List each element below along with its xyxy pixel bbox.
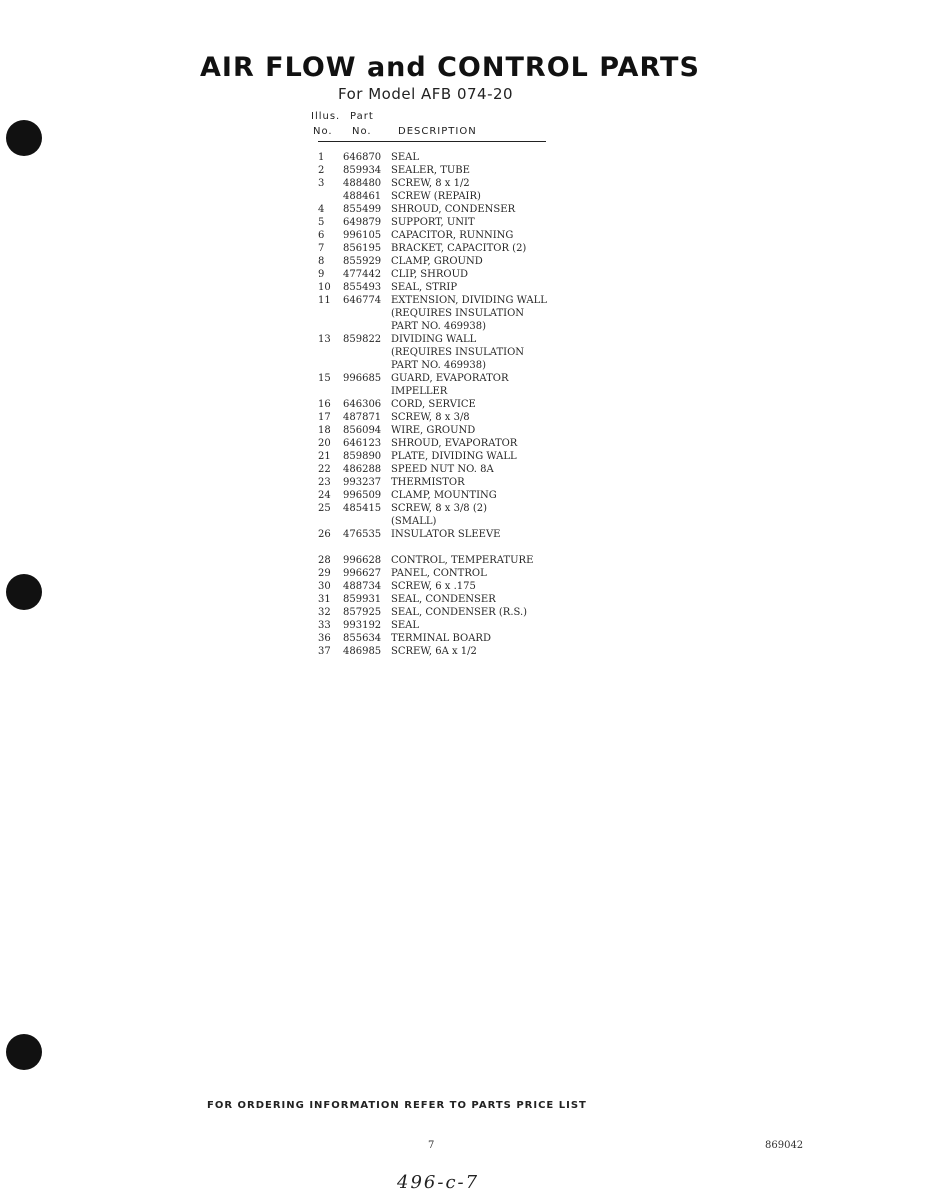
illus-number: 6 [318,230,325,241]
part-row [310,593,570,606]
part-number: 855634 [343,633,382,644]
illus-number: 3 [318,178,325,189]
part-description: INSULATOR SLEEVE [391,529,501,540]
part-row [310,333,570,372]
part-description: SCREW, 6 x .175 [391,581,476,592]
part-number: 996105 [343,230,382,241]
part-row [310,268,570,281]
part-number: 486288 [343,464,382,475]
part-number: 856195 [343,243,382,254]
part-number: 855499 [343,204,382,215]
part-number: 996509 [343,490,382,501]
illus-number: 15 [318,373,331,384]
part-number: 646306 [343,399,382,410]
part-row [310,411,570,424]
part-description: SHROUD, EVAPORATOR [391,438,518,449]
illus-number: 5 [318,217,325,228]
part-row [310,164,570,177]
illus-number: 18 [318,425,331,436]
part-row [310,424,570,437]
part-row [310,450,570,463]
part-number: 993192 [343,620,382,631]
part-description: WIRE, GROUND [391,425,476,436]
part-number: 996685 [343,373,382,384]
illus-number: 31 [318,594,331,605]
part-number: 856094 [343,425,382,436]
part-number: 485415 [343,503,382,514]
part-description: TERMINAL BOARD [391,633,491,644]
part-description: SCREW, 8 x 3/8 (2) (SMALL) [391,503,488,527]
part-number: 857925 [343,607,382,618]
header-part-no-label: No. [352,126,372,137]
part-number: 996628 [343,555,382,566]
part-number: 859934 [343,165,382,176]
part-row [310,294,570,333]
illus-number: 20 [318,438,331,449]
part-description: PANEL, CONTROL [391,568,487,579]
part-number: 996627 [343,568,382,579]
illus-number: 37 [318,646,331,657]
illus-number: 22 [318,464,331,475]
part-description: SCREW, 8 x 3/8 [391,412,470,423]
part-description: SPEED NUT NO. 8A [391,464,494,475]
punch-hole-bottom [6,1034,42,1070]
illus-number: 30 [318,581,331,592]
illus-number: 33 [318,620,331,631]
part-description: PLATE, DIVIDING WALL [391,451,517,462]
header-divider [318,141,546,142]
part-number: 486985 [343,646,382,657]
part-description: CONTROL, TEMPERATURE [391,555,534,566]
illus-number: 24 [318,490,331,501]
illus-number: 25 [318,503,331,514]
part-description: SCREW, 8 x 1/2 [391,178,470,189]
part-number: 859890 [343,451,382,462]
punch-hole-middle [6,574,42,610]
part-description: BRACKET, CAPACITOR (2) [391,243,527,254]
part-row [310,281,570,294]
illus-number: 23 [318,477,331,488]
part-row [310,580,570,593]
part-row [310,372,570,398]
part-description: CLIP, SHROUD [391,269,469,280]
illus-number: 7 [318,243,325,254]
part-row [310,528,570,541]
illus-number: 10 [318,282,331,293]
illus-number: 29 [318,568,331,579]
part-row [310,632,570,645]
part-description: SEAL [391,152,420,163]
illus-number: 4 [318,204,325,215]
illus-number: 32 [318,607,331,618]
part-description: CAPACITOR, RUNNING [391,230,514,241]
punch-hole-top [6,120,42,156]
parts-list [310,151,570,658]
part-row [310,476,570,489]
part-number: 488480 [343,178,382,189]
illus-number: 26 [318,529,331,540]
part-number: 993237 [343,477,382,488]
model-subtitle: For Model AFB 074-20 [338,85,514,103]
part-description: SCREW, 6A x 1/2 [391,646,477,657]
part-row [310,190,570,203]
part-description: CLAMP, GROUND [391,256,483,267]
ordering-info-footer: FOR ORDERING INFORMATION REFER TO PARTS PRICE LIST [207,1100,587,1111]
part-description: SUPPORT, UNIT [391,217,475,228]
part-number: 855493 [343,282,382,293]
part-number: 646774 [343,295,382,306]
part-description: THERMISTOR [391,477,465,488]
part-row [310,177,570,190]
header-part-label: Part [350,111,374,122]
illus-number: 13 [318,334,331,345]
illus-number: 28 [318,555,331,566]
part-description: SHROUD, CONDENSER [391,204,516,215]
part-number: 646870 [343,152,382,163]
part-row [310,567,570,580]
part-description: SEAL [391,620,420,631]
page-title: AIR FLOW and CONTROL PARTS [200,52,700,83]
part-description: SEAL, STRIP [391,282,458,293]
part-number: 487871 [343,412,382,423]
illus-number: 21 [318,451,331,462]
illus-number: 8 [318,256,325,267]
document-number: 869042 [765,1140,804,1151]
part-number: 646123 [343,438,382,449]
illus-number: 9 [318,269,325,280]
page-number: 7 [428,1140,435,1151]
part-number: 649879 [343,217,382,228]
part-row [310,242,570,255]
part-number: 477442 [343,269,382,280]
part-row [310,645,570,658]
part-description: SEAL, CONDENSER (R.S.) [391,607,528,618]
part-row [310,619,570,632]
part-row [310,463,570,476]
illus-number: 1 [318,152,325,163]
part-row [310,255,570,268]
part-row [310,437,570,450]
part-description: EXTENSION, DIVIDING WALL (REQUIRES INSULATION PART NO. 469938) [391,295,547,332]
part-row [310,229,570,242]
part-row [310,554,570,567]
part-row [310,203,570,216]
part-number: 859931 [343,594,382,605]
part-number: 855929 [343,256,382,267]
part-description: GUARD, EVAPORATOR IMPELLER [391,373,509,397]
header-illus-label: Illus. [311,111,341,122]
part-description: DIVIDING WALL (REQUIRES INSULATION PART NO. 469938) [391,334,525,371]
part-number: 488461 [343,191,382,202]
part-number: 859822 [343,334,382,345]
header-no-label: No. [313,126,333,137]
part-number: 488734 [343,581,382,592]
illus-number: 17 [318,412,331,423]
part-row [310,216,570,229]
part-row [310,489,570,502]
illus-number: 2 [318,165,325,176]
illus-number: 16 [318,399,331,410]
illus-number: 11 [318,295,331,306]
part-row [310,151,570,164]
illus-number: 36 [318,633,331,644]
part-description: CORD, SERVICE [391,399,476,410]
part-description: CLAMP, MOUNTING [391,490,497,501]
handwritten-note: 496-c-7 [397,1172,480,1193]
part-number: 476535 [343,529,382,540]
part-row [310,606,570,619]
part-description: SEALER, TUBE [391,165,470,176]
part-description: SEAL, CONDENSER [391,594,496,605]
part-row [310,502,570,528]
part-description: SCREW (REPAIR) [391,191,481,202]
part-row [310,398,570,411]
header-description-label: DESCRIPTION [398,126,477,137]
